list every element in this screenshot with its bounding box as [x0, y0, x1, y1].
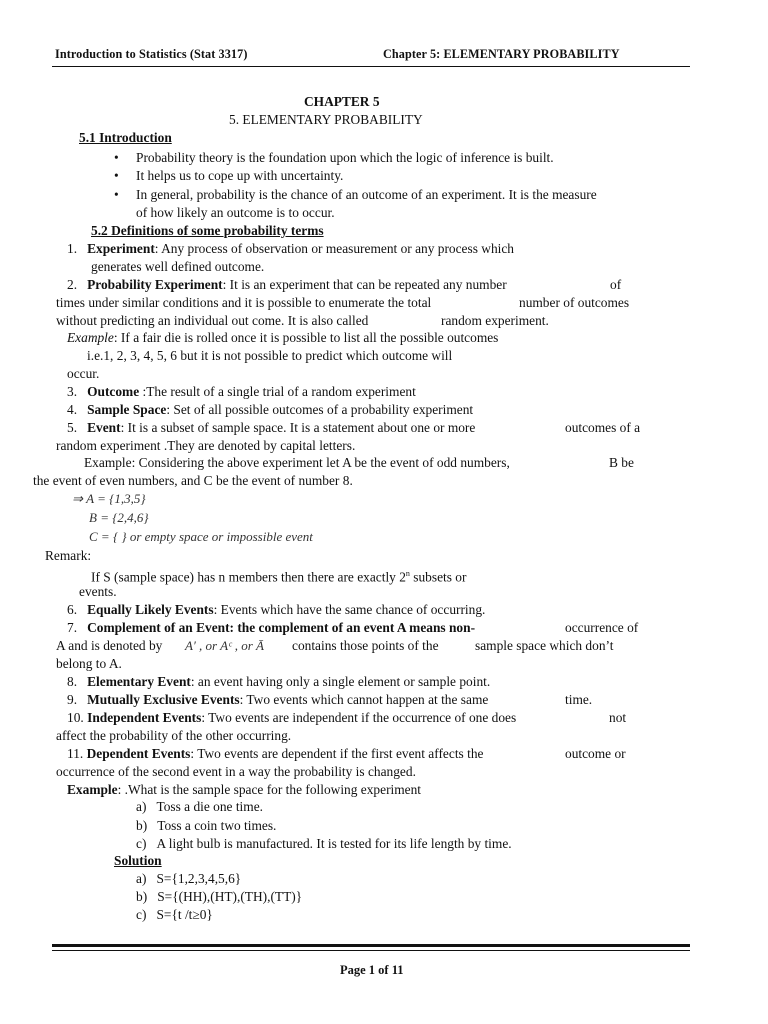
chapter-title: CHAPTER 5: [304, 94, 380, 109]
solution-item: [136, 870, 241, 888]
example-label: Example: [67, 782, 118, 797]
example-text: : .What is the sample space for the following experiment: [117, 782, 422, 797]
complement-notation: A′ , or Aᶜ , or Ā: [185, 638, 264, 653]
solution-text: S={t /t≥0}: [156, 907, 213, 922]
definition-number: 1.: [67, 241, 78, 256]
equation-text: A = {1,3,5}: [86, 491, 146, 506]
definition-outcome: [67, 383, 416, 401]
remark-text-part: If S (sample space) has n members then there are exactly 2: [91, 569, 406, 585]
definition-tail: outcomes of a: [565, 420, 641, 435]
implies-arrow-icon: ⇒: [72, 491, 83, 506]
definition-sample-space: [67, 401, 473, 419]
definition-continuation: generates well defined outcome.: [91, 259, 265, 274]
example-line: i.e.1, 2, 3, 4, 5, 6 but it is not possible to predict which outcome will: [87, 348, 453, 363]
example-line: the event of even numbers, and C be the event of number 8.: [33, 473, 353, 488]
definition-text: :The result of a single trial of a random experiment: [139, 384, 416, 399]
definition-tail: outcome or: [565, 746, 626, 761]
definition-complement: [67, 619, 475, 637]
list-marker: c): [136, 836, 147, 851]
definition-line: belong to A.: [56, 656, 122, 671]
list-item-text: A light bulb is manufactured. It is tested for its life length by time.: [156, 836, 512, 851]
definition-line: contains those points of the: [292, 638, 439, 653]
definition-probability-experiment: [67, 276, 507, 294]
equation-set-a: [72, 490, 146, 508]
remark-label: Remark:: [45, 548, 92, 563]
definition-number: 6.: [67, 602, 78, 617]
definition-elementary-event: [67, 673, 490, 691]
example-die: [67, 329, 498, 347]
list-marker: a): [136, 871, 147, 886]
definition-term: Dependent Events: [86, 746, 191, 761]
definition-equally-likely: [67, 601, 485, 619]
definition-number: 10.: [67, 710, 84, 725]
definition-line: sample space which don’t: [475, 638, 614, 653]
superscript: n: [405, 569, 410, 578]
section-heading-definitions: 5.2 Definitions of some probability terms: [91, 223, 324, 238]
definition-number: 9.: [67, 692, 78, 707]
list-item: • It helps us to cope up with uncertainty.: [136, 167, 343, 185]
example-label: Example: [67, 330, 114, 345]
definition-term: Mutually Exclusive Events: [87, 692, 240, 707]
definition-number: 5.: [67, 420, 78, 435]
list-item-continuation: of how likely an outcome is to occur.: [136, 205, 335, 220]
header-rule: [52, 66, 690, 67]
solution-text: S={1,2,3,4,5,6}: [156, 871, 242, 886]
definition-term: Outcome: [87, 384, 140, 399]
example-text: : If a fair die is rolled once it is possible to list all the possible outcomes: [113, 330, 499, 345]
solution-item: [136, 888, 302, 906]
definition-term: Experiment: [87, 241, 155, 256]
definition-term: Event: [87, 420, 121, 435]
example-line: occur.: [67, 366, 100, 381]
definition-text: : Set of all possible outcomes of a probability experiment: [166, 402, 474, 417]
definition-line: A and is denoted by: [56, 638, 163, 653]
definition-term: Probability Experiment: [87, 277, 223, 292]
list-marker: c): [136, 907, 147, 922]
definition-text: : Two events are independent if the occurrence of one does: [201, 710, 517, 725]
definition-text: : an event having only a single element or sample point.: [190, 674, 491, 689]
list-marker: a): [136, 799, 147, 814]
definition-line: without predicting an individual out come. It is also called: [56, 313, 369, 328]
definition-term: Equally Likely Events: [87, 602, 214, 617]
example-events: Example: Considering the above experiment let A be the event of odd numbers,: [84, 455, 510, 470]
list-item: • Probability theory is the foundation upon which the logic of inference is built.: [136, 149, 554, 167]
list-item-text: Toss a die one time.: [156, 799, 263, 814]
list-item: • In general, probability is the chance of an outcome of an experiment. It is the measure: [136, 186, 597, 204]
definition-text: : Two events are dependent if the first event affects the: [190, 746, 484, 761]
section-heading-intro: 5.1 Introduction: [79, 130, 172, 145]
definition-number: 7.: [67, 620, 78, 635]
definition-mutually-exclusive: [67, 691, 488, 709]
definition-term: Independent Events: [87, 710, 202, 725]
definition-number: 3.: [67, 384, 78, 399]
definition-line: affect the probability of the other occurring.: [56, 728, 292, 743]
definition-term: Elementary Event: [87, 674, 191, 689]
header-course-title: Introduction to Statistics (Stat 3317): [55, 47, 248, 61]
solution-text: S={(HH),(HT),(TH),(TT)}: [157, 889, 303, 904]
definition-text: : It is an experiment that can be repeated any number: [222, 277, 507, 292]
definition-tail: time.: [565, 692, 593, 707]
definition-dependent: [67, 745, 483, 763]
definition-line: number of outcomes: [519, 295, 630, 310]
definition-term: Complement of an Event: the complement of an event A means non-: [87, 620, 476, 635]
remark-text: [91, 565, 466, 586]
solution-item: [136, 906, 213, 924]
definition-line: random experiment.: [441, 313, 549, 328]
list-item-text: Toss a coin two times.: [157, 818, 277, 833]
definition-number: 4.: [67, 402, 78, 417]
remark-text-part: subsets or: [409, 569, 467, 585]
list-item: [136, 798, 263, 816]
solution-heading: Solution: [114, 853, 162, 868]
definition-number: 2.: [67, 277, 78, 292]
definition-experiment: [67, 240, 514, 258]
definition-text: : Two events which cannot happen at the same: [239, 692, 489, 707]
definition-tail: of: [610, 277, 622, 292]
list-item: [136, 817, 276, 835]
list-marker: b): [136, 818, 148, 833]
definition-line: random experiment .They are denoted by capital letters.: [56, 438, 356, 453]
remark-line: events.: [79, 584, 117, 599]
definition-text: : It is a subset of sample space. It is a statement about one or more: [120, 420, 476, 435]
header-chapter-title: Chapter 5: ELEMENTARY PROBABILITY: [383, 47, 620, 61]
definition-tail: occurrence of: [565, 620, 639, 635]
example-line: B be: [609, 455, 634, 470]
definition-term: Sample Space: [87, 402, 167, 417]
definition-number: 11.: [67, 746, 84, 761]
footer-rule-thick: [52, 944, 690, 947]
definition-line: times under similar conditions and it is possible to enumerate the total: [56, 295, 432, 310]
list-marker: b): [136, 889, 148, 904]
definition-number: 8.: [67, 674, 78, 689]
definition-text: : Any process of observation or measurement or any process which: [154, 241, 515, 256]
equation-set-c: C = { } or empty space or impossible event: [89, 529, 313, 544]
footer-rule-thin: [52, 950, 690, 951]
definition-independent: [67, 709, 516, 727]
page-number: Page 1 of 11: [340, 963, 404, 977]
definition-text: : Events which have the same chance of occurring.: [213, 602, 486, 617]
chapter-subtitle: 5. ELEMENTARY PROBABILITY: [229, 112, 423, 127]
definition-tail: not: [609, 710, 627, 725]
list-item: [136, 835, 512, 853]
definition-line: occurrence of the second event in a way the probability is changed.: [56, 764, 416, 779]
definition-event: [67, 419, 475, 437]
equation-set-b: B = {2,4,6}: [89, 510, 149, 525]
example-sample-space: [67, 781, 421, 799]
